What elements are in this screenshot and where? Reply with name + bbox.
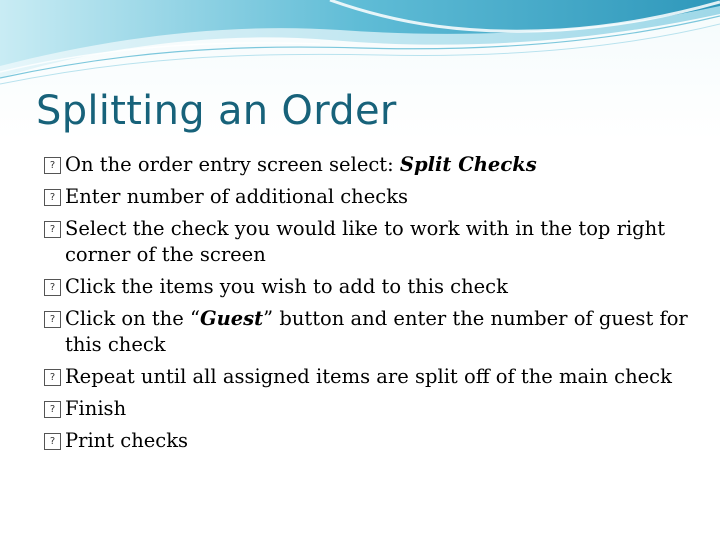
bullet-marker-icon: ? — [44, 221, 61, 238]
bullet-marker-icon: ? — [44, 401, 61, 418]
bullet-item — [44, 428, 704, 454]
bullet-text: Finish — [65, 397, 127, 420]
bullet-text: Select the check you would like to work with in the top right corner of the screen — [65, 217, 666, 266]
bullet-marker-icon: ? — [44, 369, 61, 386]
bullet-marker-icon: ? — [44, 311, 61, 328]
bullet-marker-icon: ? — [44, 189, 61, 206]
bullet-text: Click on the “ — [65, 307, 200, 330]
bullet-item — [44, 396, 704, 422]
bullet-text: Click the items you wish to add to this check — [65, 275, 508, 298]
bullet-item — [44, 184, 704, 210]
bullet-marker-icon: ? — [44, 279, 61, 296]
bullet-emphasis: Split Checks — [399, 153, 537, 176]
bullet-text: Repeat until all assigned items are split off of the main check — [65, 365, 672, 388]
bullet-item — [44, 216, 704, 268]
bullet-text: On the order entry screen select: — [65, 153, 400, 176]
bullet-item — [44, 274, 704, 300]
bullet-emphasis: Guest — [199, 307, 264, 330]
header-wave-decoration — [0, 0, 720, 90]
slide-title: Splitting an Order — [36, 88, 397, 134]
bullet-marker-icon: ? — [44, 433, 61, 450]
bullet-item — [44, 306, 704, 358]
bullet-marker-icon: ? — [44, 157, 61, 174]
bullet-text: Print checks — [65, 429, 189, 452]
bullet-list — [44, 152, 704, 460]
bullet-item — [44, 152, 704, 178]
bullet-text: Enter number of additional checks — [65, 185, 409, 208]
bullet-item — [44, 364, 704, 390]
bullet-text-after: ” button and enter the number of guest for this check — [65, 307, 688, 356]
